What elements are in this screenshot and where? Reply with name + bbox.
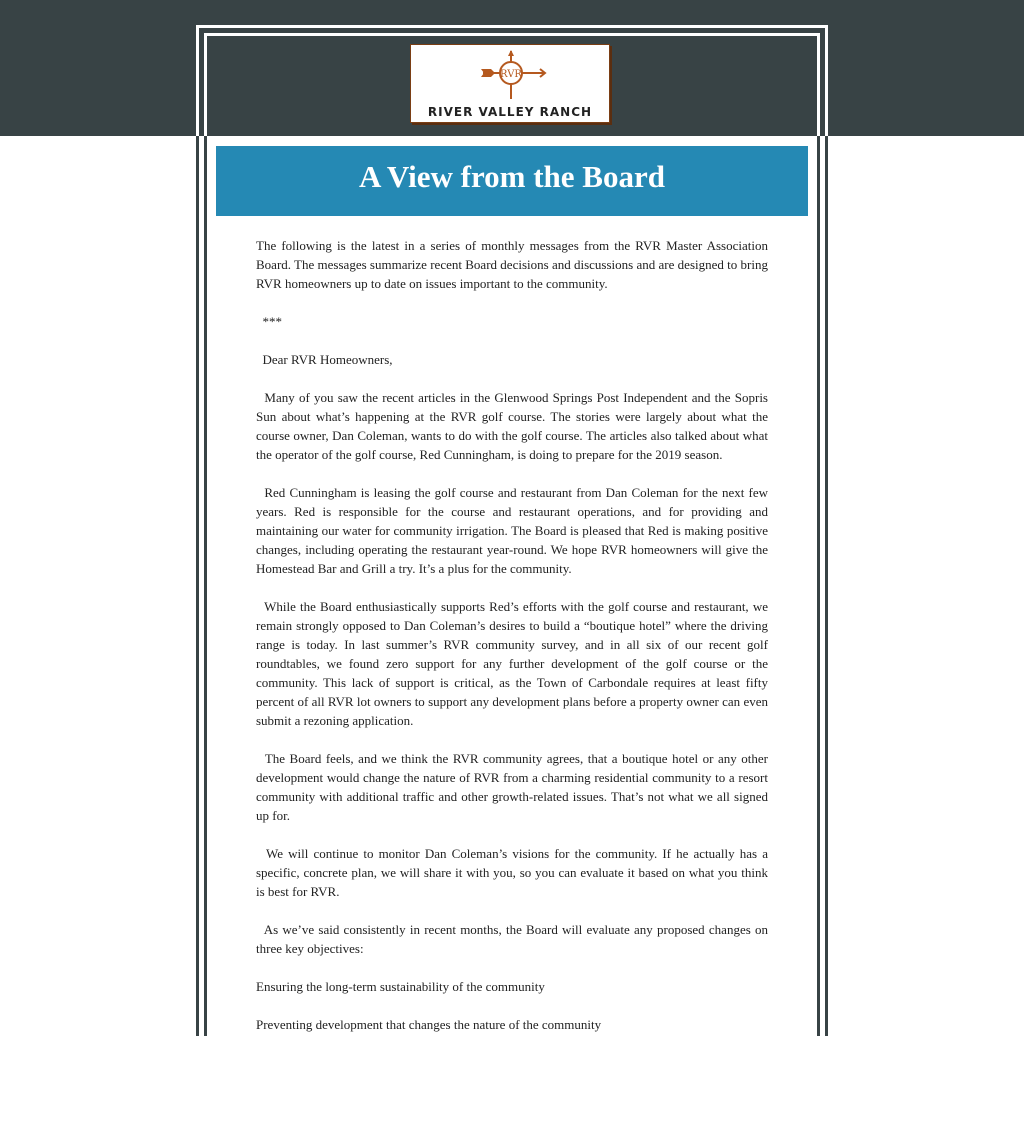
- river-valley-ranch-logo: [410, 44, 610, 123]
- svg-text:RVR: RVR: [500, 69, 522, 80]
- logo-text: RIVER VALLEY RANCH: [427, 105, 593, 119]
- frame-line: [204, 136, 207, 1036]
- rvr-compass-icon: [471, 47, 551, 103]
- frame-line: [825, 136, 828, 1036]
- paragraph: As we’ve said consistently in recent months, the Board will evaluate any proposed changes on three key objectives:: [256, 922, 768, 956]
- paragraph: Many of you saw the recent articles in the Glenwood Springs Post Independent and the Sopris Sun about what’s happening at the RVR golf course. The stories were largely about what the course owner, Dan Coleman, wants to do with the golf course. The articles also talked about what the operator of the golf course, Red Cunningham, is doing to prepare for the 2019 season.: [256, 390, 768, 462]
- paragraph: The Board feels, and we think the RVR community agrees, that a boutique hotel or any other development would change the nature of RVR from a charming residential community to a resort community with additional traffic and other growth-related issues. That’s not what we all signed up for.: [256, 751, 768, 823]
- paragraph: We will continue to monitor Dan Coleman’s visions for the community. If he actually has a specific, concrete plan, we will share it with you, so you can evaluate it based on what you think is best for RVR.: [256, 846, 768, 899]
- frame-line: [817, 136, 820, 1036]
- objective-item: Ensuring the long-term sustainability of the community: [256, 979, 545, 994]
- objective-item: Preventing development that changes the nature of the community: [256, 1017, 602, 1032]
- page-title: A View from the Board: [216, 146, 808, 216]
- article-body: [256, 236, 768, 1053]
- paragraph: Red Cunningham is leasing the golf course and restaurant from Dan Coleman for the next few years. Red is responsible for the course and restaurant operations, and for providing and maintaining our water for community irrigation. The Board is pleased that Red is making positive changes, including operating the restaurant year-round. We hope RVR homeowners will give the Homestead Bar and Grill a try. It’s a plus for the community.: [256, 485, 768, 576]
- paragraph: While the Board enthusiastically supports Red’s efforts with the golf course and restaurant, we remain strongly opposed to Dan Coleman’s desires to build a “boutique hotel” where the driving range is today. In last summer’s RVR community survey, and in all six of our recent golf roundtables, we found zero support for any further development of the golf course or the community. This lack of support is critical, as the Town of Carbondale requires at least fifty percent of all RVR lot owners to support any development plans before a property owner can even submit a rezoning application.: [256, 599, 768, 728]
- frame-line: [196, 136, 199, 1036]
- paragraph: ***: [256, 314, 282, 329]
- paragraph: Dear RVR Homeowners,: [256, 352, 393, 367]
- paragraph: The following is the latest in a series of monthly messages from the RVR Master Association Board. The messages summarize recent Board decisions and discussions and are designed to bring RVR homeowners up to date on issues important to the community.: [256, 238, 768, 291]
